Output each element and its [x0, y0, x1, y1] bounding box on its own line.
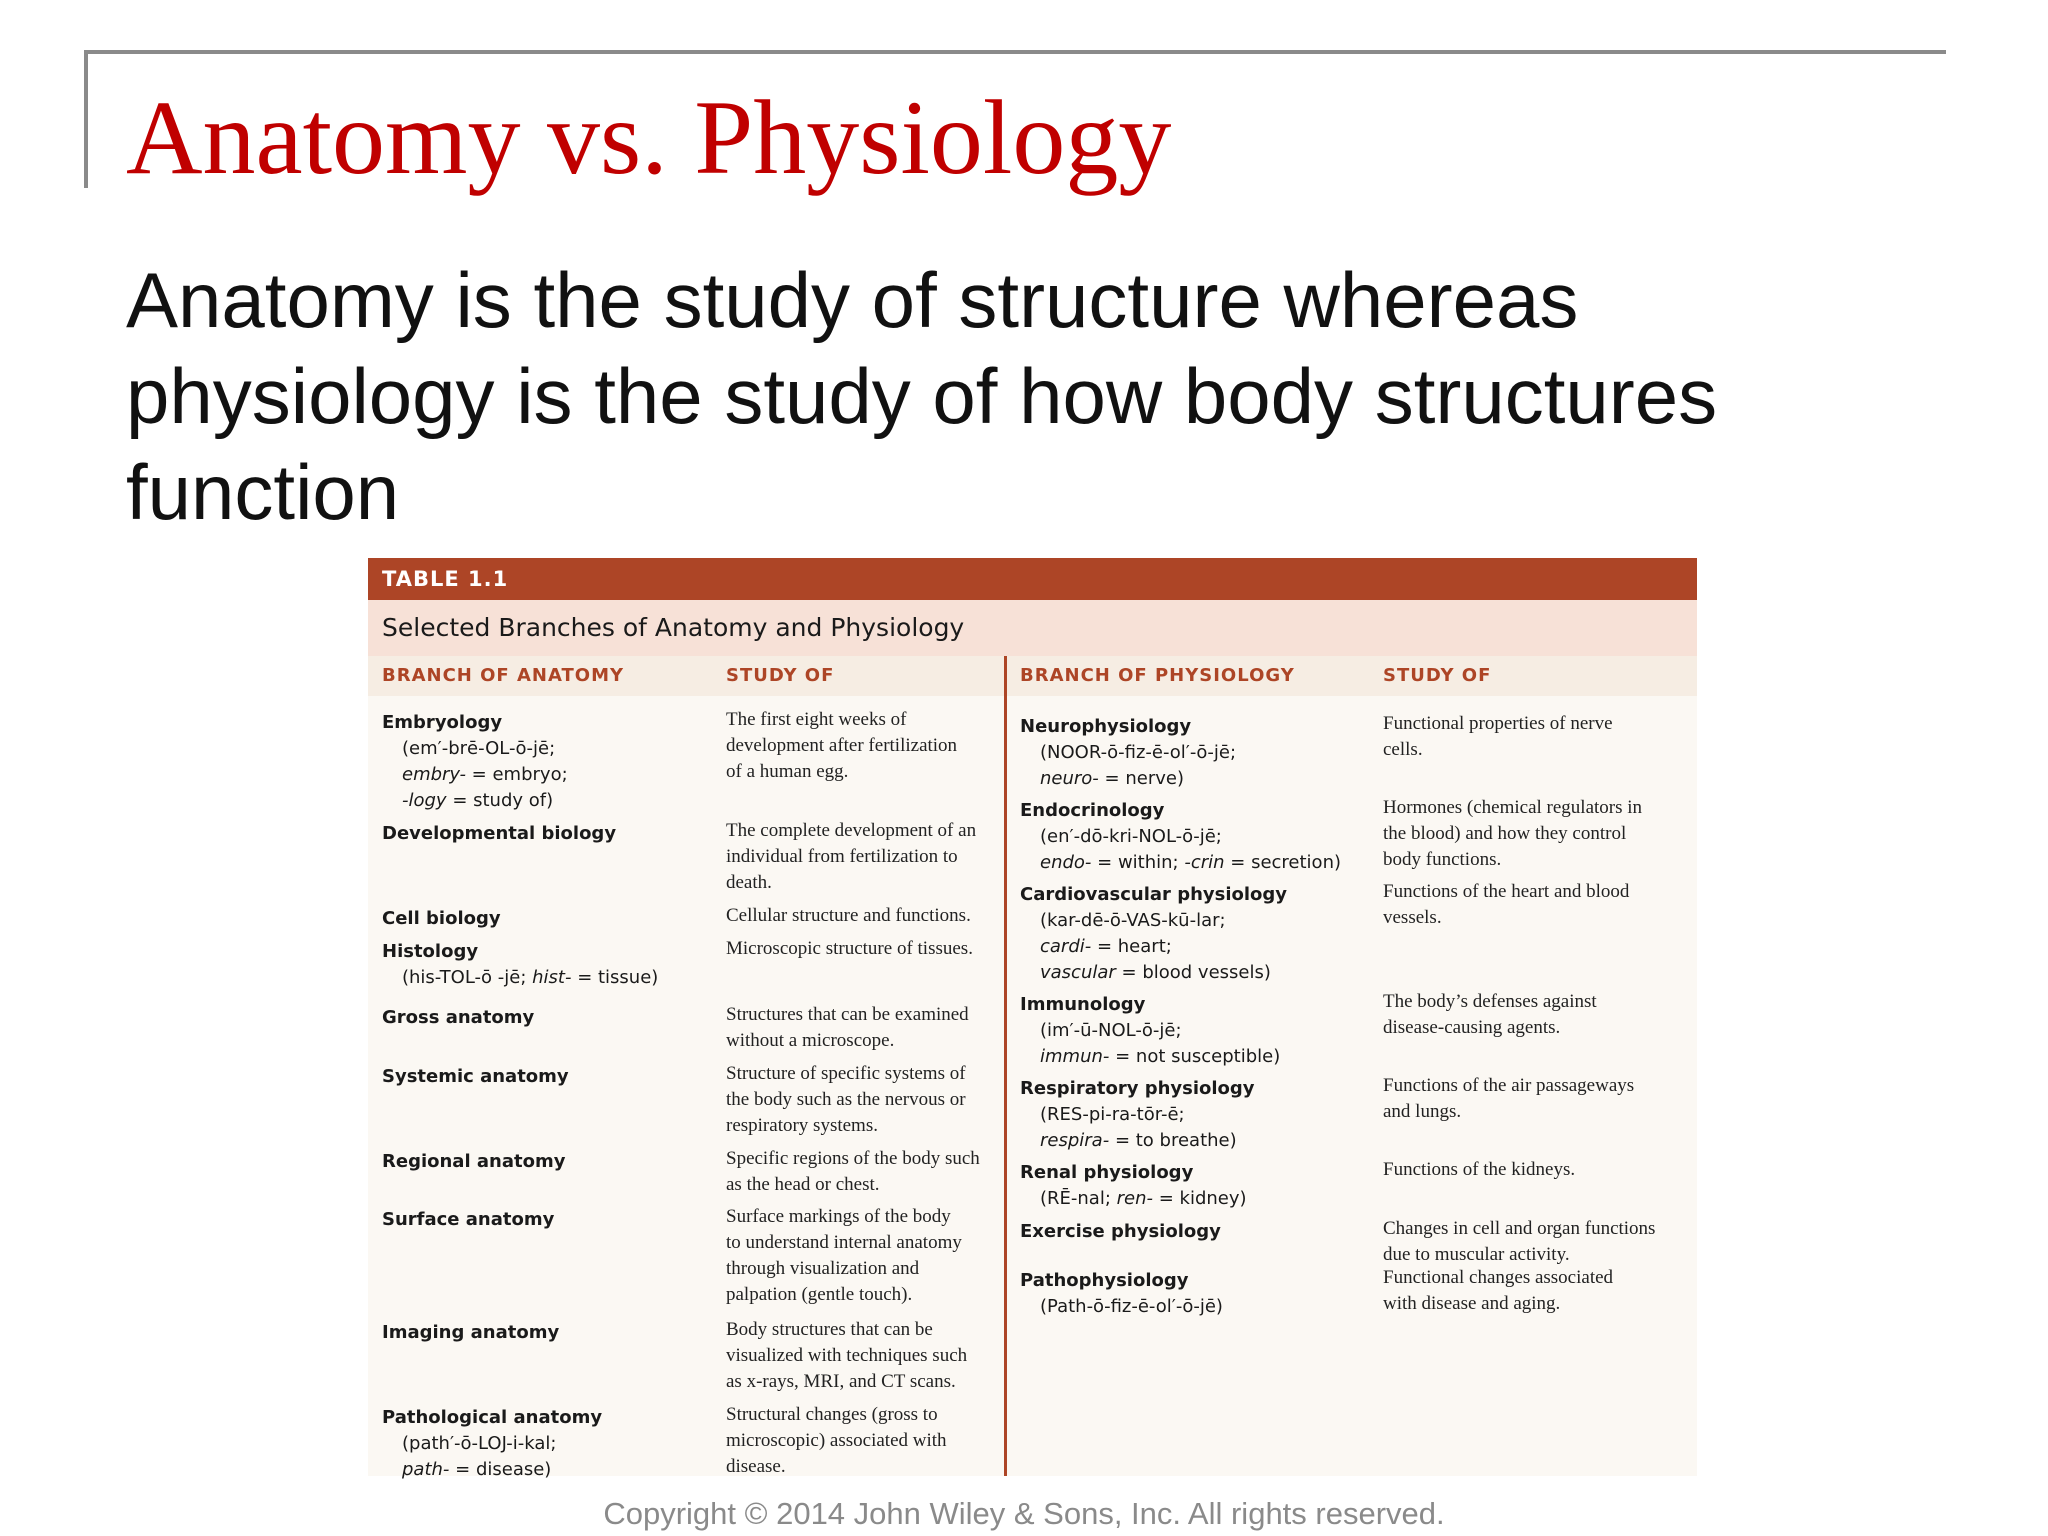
anatomy-study-line: development after fertilization [726, 735, 958, 756]
anatomy-branch-detail [382, 762, 568, 788]
anatomy-study-line: respiratory systems. [726, 1115, 878, 1136]
anatomy-branch-name: Histology [382, 941, 479, 962]
physiology-branch-cell [1020, 798, 1341, 876]
detail-text: = secretion) [1224, 852, 1342, 873]
detail-text: = within; [1091, 852, 1185, 873]
detail-text: (im′-ū-NOL-ō-jē; [1040, 1020, 1182, 1041]
anatomy-study-line: Cellular structure and functions. [726, 905, 971, 926]
detail-text: immun- [1040, 1046, 1110, 1067]
physiology-branch-detail [1020, 934, 1287, 960]
anatomy-study-line: The complete development of an [726, 820, 977, 841]
physiology-branch-name: Pathophysiology [1020, 1270, 1189, 1291]
physiology-branch-cell [1020, 1160, 1247, 1212]
detail-text: embry- [402, 764, 466, 785]
detail-text: cardi- [1040, 936, 1092, 957]
col-header-branch-physiology: BRANCH OF PHYSIOLOGY [1020, 665, 1295, 686]
anatomy-study-cell [726, 1317, 967, 1395]
detail-text: -logy [402, 790, 447, 811]
detail-text: hist- [532, 967, 572, 988]
anatomy-study-line: Surface markings of the body [726, 1206, 951, 1227]
detail-text: endo- [1040, 852, 1092, 873]
physiology-branch-detail [1020, 850, 1341, 876]
detail-text: = nerve) [1098, 768, 1184, 789]
physiology-study-line: Functional changes associated [1383, 1267, 1614, 1288]
anatomy-branch-detail [382, 965, 658, 991]
table-body [368, 656, 1697, 1480]
anatomy-branch-cell [382, 906, 501, 932]
detail-text: respira- [1040, 1130, 1110, 1151]
detail-text: ren- [1116, 1188, 1154, 1209]
branches-table [368, 558, 1697, 1480]
anatomy-study-line: Microscopic structure of tissues. [726, 938, 973, 959]
anatomy-study-line: to understand internal anatomy [726, 1232, 962, 1253]
physiology-branch-cell [1020, 992, 1280, 1070]
anatomy-study-line: Structure of specific systems of [726, 1063, 966, 1084]
anatomy-branch-name: Imaging anatomy [382, 1322, 560, 1343]
detail-text: (his-TOL-ō -jē; [402, 967, 533, 988]
physiology-branch-detail [1020, 908, 1287, 934]
anatomy-study-line: of a human egg. [726, 761, 849, 782]
anatomy-study-line: the body such as the nervous or [726, 1089, 966, 1110]
physiology-study-line: cells. [1383, 739, 1423, 760]
column-divider [1004, 656, 1007, 1476]
anatomy-branch-cell [382, 939, 658, 991]
detail-text: path- [402, 1459, 450, 1480]
detail-text: = not susceptible) [1109, 1046, 1281, 1067]
detail-text: (Path-ō-fiz-ē-ol′-ō-jē) [1040, 1296, 1223, 1317]
physiology-study-line: body functions. [1383, 849, 1502, 870]
anatomy-branch-cell [382, 1405, 602, 1483]
anatomy-study-line: as the head or chest. [726, 1174, 880, 1195]
physiology-study-cell [1383, 989, 1597, 1041]
physiology-branch-detail [1020, 1186, 1247, 1212]
physiology-branch-name: Cardiovascular physiology [1020, 884, 1288, 905]
anatomy-study-cell [726, 707, 957, 785]
anatomy-study-line: The first eight weeks of [726, 709, 907, 730]
detail-text: -crin [1184, 852, 1225, 873]
anatomy-branch-detail [382, 736, 568, 762]
anatomy-branch-name: Regional anatomy [382, 1151, 566, 1172]
detail-text: = kidney) [1153, 1188, 1247, 1209]
left-rule [84, 50, 88, 188]
detail-text: neuro- [1040, 768, 1099, 789]
anatomy-branch-detail [382, 1431, 602, 1457]
physiology-study-cell [1383, 1216, 1655, 1268]
physiology-study-line: Functions of the heart and blood [1383, 881, 1630, 902]
anatomy-branch-name: Gross anatomy [382, 1007, 535, 1028]
copyright-notice: Copyright © 2014 John Wiley & Sons, Inc. All rights reserved. [603, 1496, 1445, 1531]
physiology-branch-detail [1020, 1044, 1280, 1070]
physiology-branch-detail [1020, 1018, 1280, 1044]
physiology-branch-name: Endocrinology [1020, 800, 1165, 821]
physiology-study-cell [1383, 1157, 1575, 1183]
anatomy-branch-name: Pathological anatomy [382, 1407, 603, 1428]
anatomy-study-line: through visualization and [726, 1258, 920, 1279]
physiology-branch-cell [1020, 1076, 1255, 1154]
physiology-branch-name: Renal physiology [1020, 1162, 1194, 1183]
detail-text: = blood vessels) [1115, 962, 1271, 983]
col-header-study-anatomy: STUDY OF [726, 665, 835, 686]
physiology-study-line: disease-causing agents. [1383, 1017, 1561, 1038]
detail-text: (RES-pi-ra-tōr-ē; [1040, 1104, 1185, 1125]
anatomy-branch-name: Surface anatomy [382, 1209, 555, 1230]
anatomy-study-line: without a microscope. [726, 1030, 895, 1051]
physiology-study-line: Functions of the air passageways [1383, 1075, 1635, 1096]
anatomy-branch-name: Developmental biology [382, 823, 617, 844]
anatomy-branch-name: Embryology [382, 712, 503, 733]
top-rule [84, 50, 1946, 54]
physiology-branch-detail [1020, 740, 1236, 766]
physiology-study-cell [1383, 1265, 1613, 1317]
physiology-branch-detail [1020, 1102, 1255, 1128]
detail-text: = heart; [1091, 936, 1172, 957]
anatomy-branch-detail [382, 788, 568, 814]
physiology-study-cell [1383, 711, 1613, 763]
detail-text: (NOOR-ō-fiz-ē-ol′-ō-jē; [1040, 742, 1237, 763]
physiology-branch-detail [1020, 1128, 1255, 1154]
physiology-study-cell [1383, 879, 1629, 931]
anatomy-study-cell [726, 818, 976, 896]
physiology-study-cell [1383, 1073, 1634, 1125]
detail-text: = to breathe) [1109, 1130, 1237, 1151]
anatomy-study-cell [726, 1061, 966, 1139]
physiology-branch-name: Exercise physiology [1020, 1221, 1221, 1242]
physiology-branch-detail [1020, 1294, 1223, 1320]
anatomy-branch-cell [382, 1320, 559, 1346]
anatomy-branch-cell [382, 1005, 534, 1031]
physiology-study-line: Changes in cell and organ functions [1383, 1218, 1656, 1239]
table-label: TABLE 1.1 [368, 558, 1697, 600]
physiology-branch-cell [1020, 1219, 1221, 1245]
physiology-branch-detail [1020, 824, 1341, 850]
detail-text: vascular [1040, 962, 1116, 983]
anatomy-study-line: death. [726, 872, 772, 893]
physiology-branch-cell [1020, 714, 1236, 792]
physiology-branch-name: Neurophysiology [1020, 716, 1192, 737]
anatomy-branch-name: Systemic anatomy [382, 1066, 569, 1087]
detail-text: = tissue) [571, 967, 659, 988]
physiology-branch-cell [1020, 882, 1287, 986]
detail-text: = study of) [446, 790, 554, 811]
anatomy-branch-cell [382, 821, 616, 847]
physiology-study-line: vessels. [1383, 907, 1442, 928]
slide-body-text: Anatomy is the study of structure whereas physiology is the study of how body structures function [126, 256, 1718, 536]
physiology-branch-name: Respiratory physiology [1020, 1078, 1255, 1099]
anatomy-study-line: disease. [726, 1456, 786, 1477]
anatomy-branch-name: Cell biology [382, 908, 501, 929]
anatomy-study-line: as x-rays, MRI, and CT scans. [726, 1371, 956, 1392]
anatomy-study-line: Specific regions of the body such [726, 1148, 980, 1169]
physiology-study-line: Functional properties of nerve [1383, 713, 1613, 734]
table-caption: Selected Branches of Anatomy and Physiology [368, 600, 1697, 656]
anatomy-study-line: visualized with techniques such [726, 1345, 968, 1366]
physiology-study-line: the blood) and how they control [1383, 823, 1627, 844]
anatomy-branch-cell [382, 1064, 569, 1090]
detail-text: (kar-dē-ō-VAS-kū-lar; [1040, 910, 1226, 931]
anatomy-study-line: microscopic) associated with [726, 1430, 947, 1451]
detail-text: (en′-dō-kri-NOL-ō-jē; [1040, 826, 1222, 847]
anatomy-study-line: Structural changes (gross to [726, 1404, 938, 1425]
detail-text: = embryo; [465, 764, 568, 785]
anatomy-study-cell [726, 1402, 947, 1480]
anatomy-branch-cell [382, 1149, 565, 1175]
physiology-branch-detail [1020, 766, 1236, 792]
physiology-study-line: due to muscular activity. [1383, 1244, 1570, 1265]
physiology-study-line: The body’s defenses against [1383, 991, 1597, 1012]
anatomy-study-cell [726, 903, 971, 929]
anatomy-study-line: Body structures that can be [726, 1319, 933, 1340]
physiology-branch-name: Immunology [1020, 994, 1146, 1015]
detail-text: (em′-brē-OL-ō-jē; [402, 738, 556, 759]
physiology-study-line: Hormones (chemical regulators in [1383, 797, 1643, 818]
col-header-study-physiology: STUDY OF [1383, 665, 1492, 686]
anatomy-branch-cell [382, 1207, 554, 1233]
detail-text: (RĒ-nal; [1040, 1188, 1117, 1209]
physiology-branch-detail [1020, 960, 1287, 986]
physiology-study-cell [1383, 795, 1642, 873]
slide-title: Anatomy vs. Physiology [126, 79, 1172, 196]
anatomy-study-cell [726, 936, 973, 962]
detail-text: = disease) [449, 1459, 552, 1480]
col-header-branch-anatomy: BRANCH OF ANATOMY [382, 665, 625, 686]
anatomy-study-line: individual from fertilization to [726, 846, 958, 867]
anatomy-branch-cell [382, 710, 568, 814]
detail-text: (path′-ō-LOJ-i-kal; [402, 1433, 557, 1454]
anatomy-study-cell [726, 1146, 980, 1198]
anatomy-study-cell [726, 1002, 969, 1054]
physiology-study-line: and lungs. [1383, 1101, 1462, 1122]
anatomy-study-cell [726, 1204, 962, 1308]
anatomy-study-line: Structures that can be examined [726, 1004, 969, 1025]
physiology-branch-cell [1020, 1268, 1223, 1320]
anatomy-study-line: palpation (gentle touch). [726, 1284, 913, 1305]
physiology-study-line: with disease and aging. [1383, 1293, 1561, 1314]
anatomy-branch-detail [382, 1457, 602, 1483]
physiology-study-line: Functions of the kidneys. [1383, 1159, 1576, 1180]
